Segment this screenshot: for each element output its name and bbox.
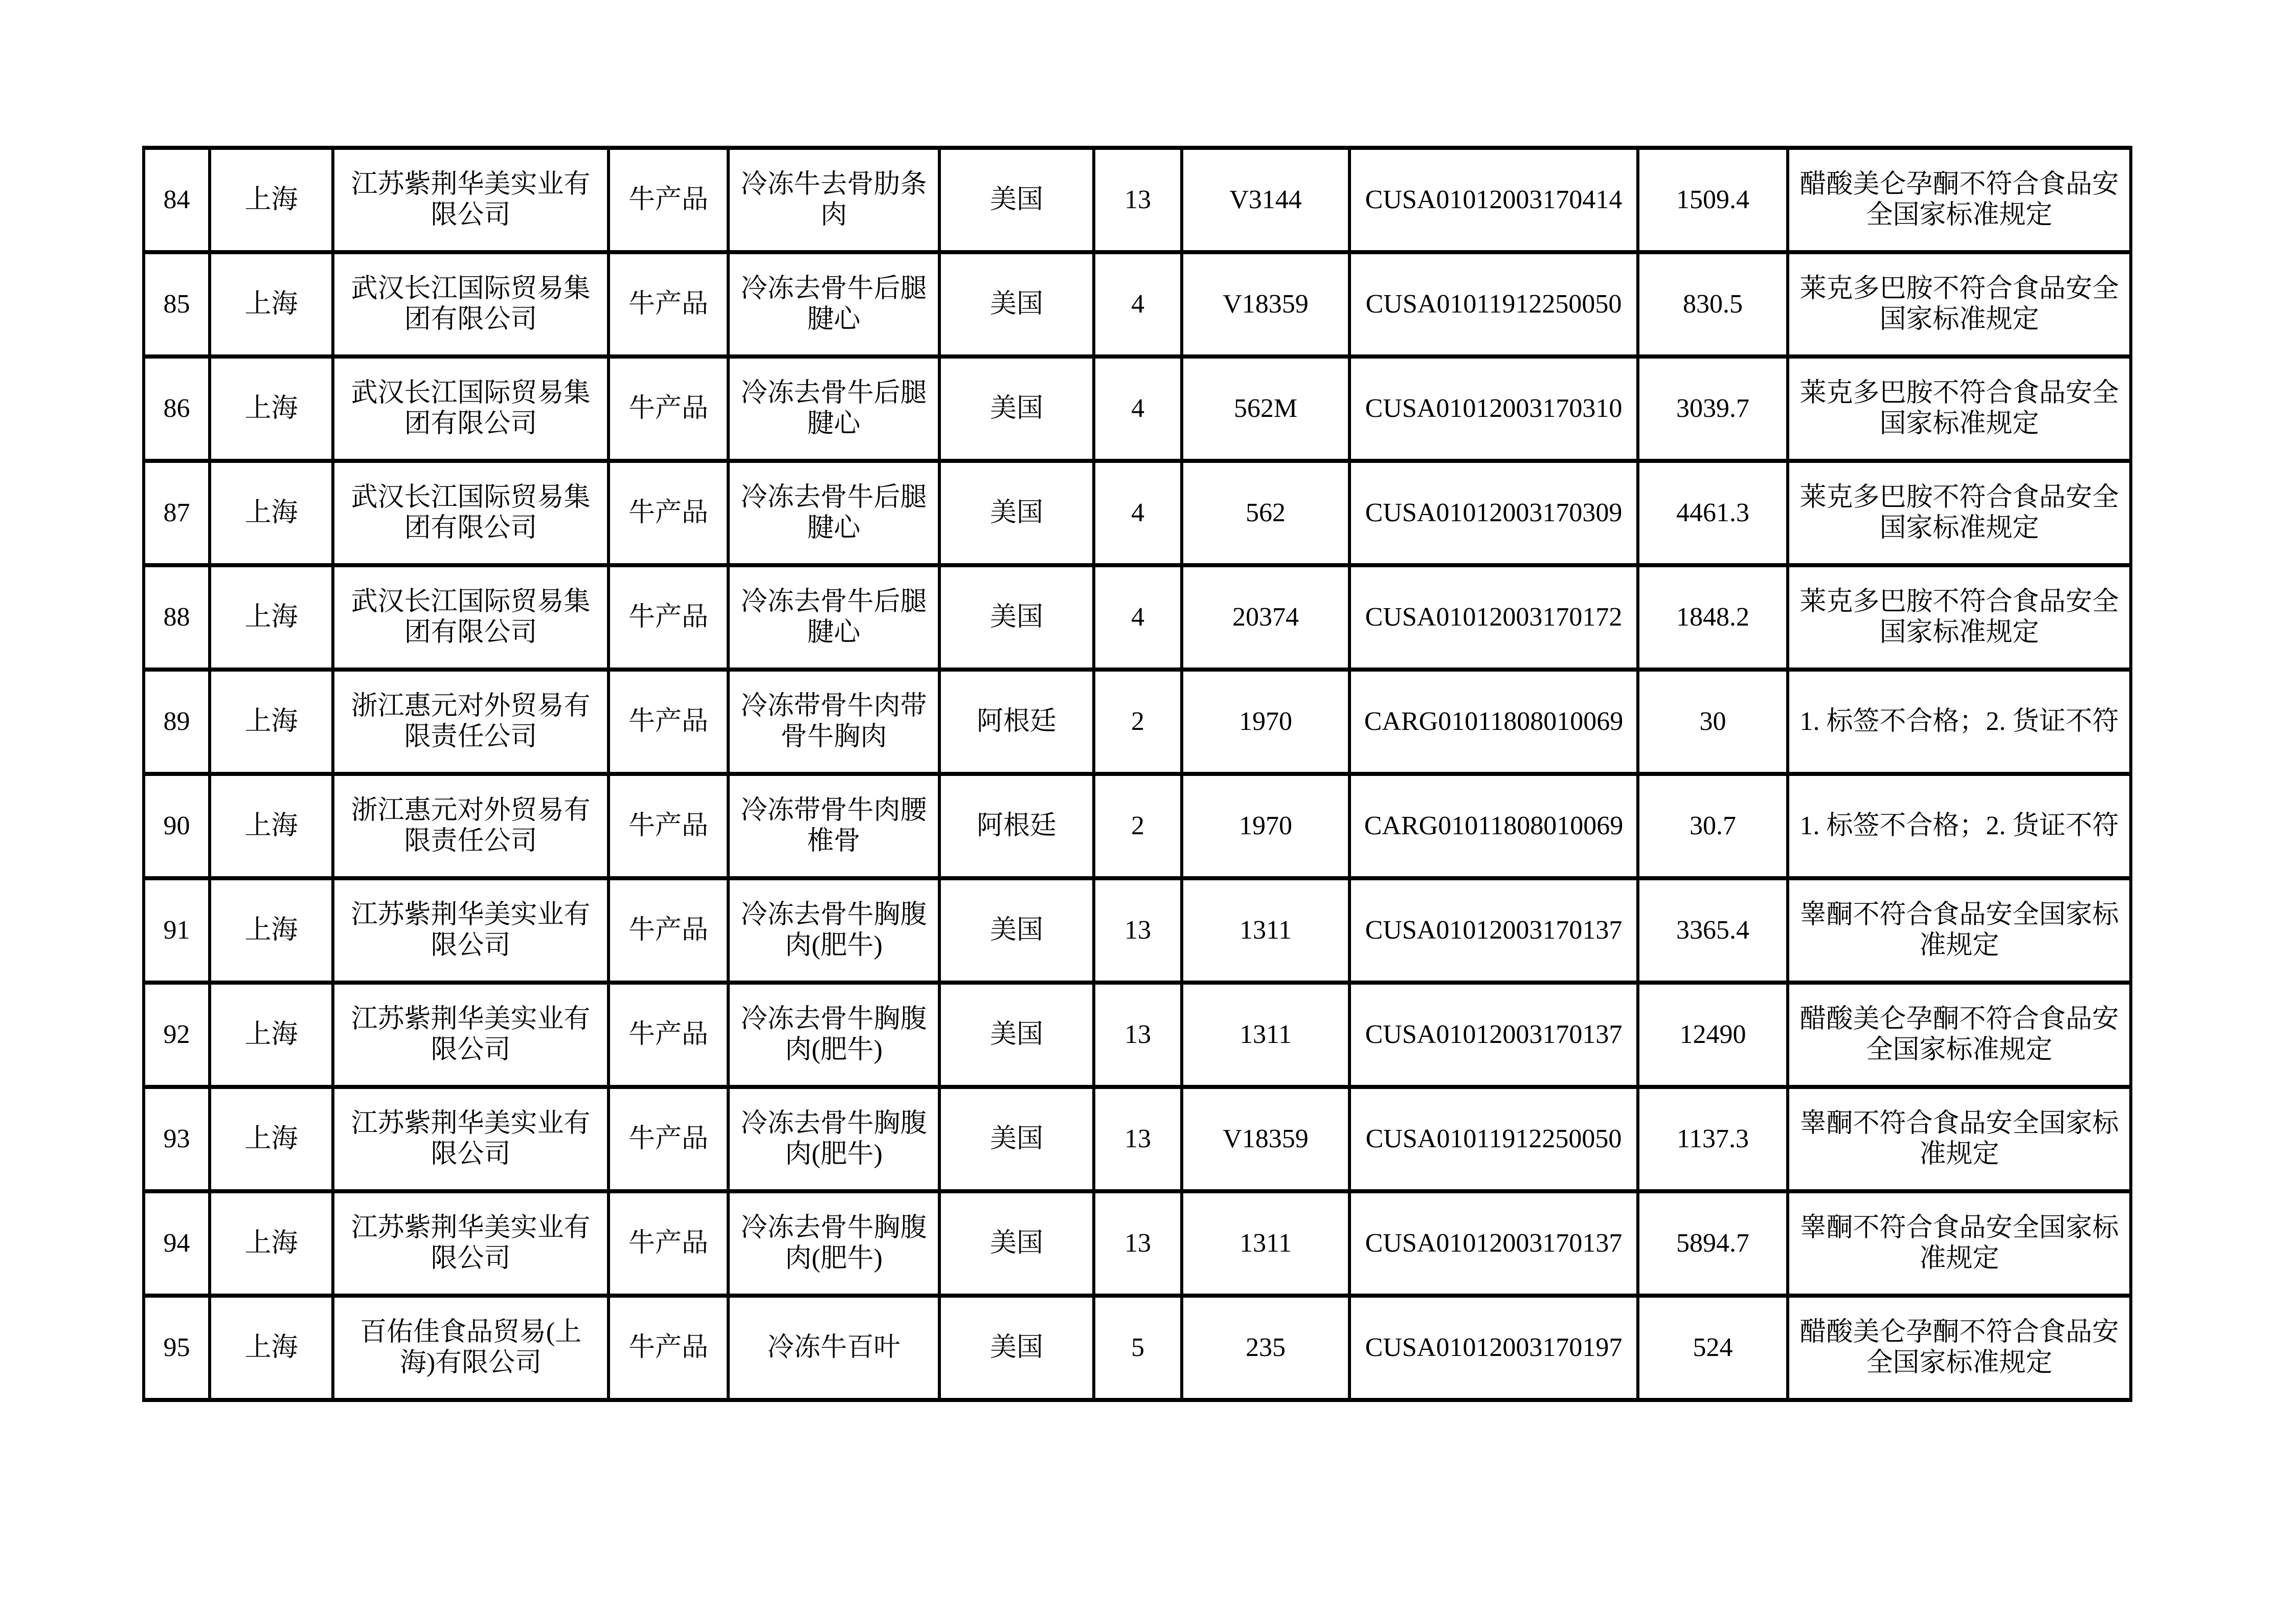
cell-code: 1311 bbox=[1182, 878, 1349, 983]
table-row bbox=[144, 565, 2131, 670]
cell-origin: 美国 bbox=[939, 878, 1094, 983]
cell-category: 牛产品 bbox=[609, 148, 728, 252]
cell-code: 1970 bbox=[1182, 670, 1349, 774]
cell-weight: 3365.4 bbox=[1638, 878, 1788, 983]
cell-batches: 13 bbox=[1094, 1191, 1182, 1296]
cell-company: 武汉长江国际贸易集团有限公司 bbox=[333, 461, 609, 565]
cell-city: 上海 bbox=[210, 774, 333, 878]
cell-reason: 睾酮不符合食品安全国家标准规定 bbox=[1788, 1191, 2131, 1296]
cell-code: 1311 bbox=[1182, 983, 1349, 1087]
cell-city: 上海 bbox=[210, 565, 333, 670]
cell-origin: 美国 bbox=[939, 1296, 1094, 1400]
table-row bbox=[144, 252, 2131, 357]
cell-company: 武汉长江国际贸易集团有限公司 bbox=[333, 357, 609, 461]
cell-cert: CUSA01012003170197 bbox=[1349, 1296, 1638, 1400]
cell-batches: 4 bbox=[1094, 461, 1182, 565]
table-row bbox=[144, 1087, 2131, 1191]
cell-code: 235 bbox=[1182, 1296, 1349, 1400]
cell-product: 冷冻牛去骨肋条肉 bbox=[728, 148, 939, 252]
cell-weight: 524 bbox=[1638, 1296, 1788, 1400]
cell-company: 武汉长江国际贸易集团有限公司 bbox=[333, 565, 609, 670]
cell-reason: 莱克多巴胺不符合食品安全国家标准规定 bbox=[1788, 252, 2131, 357]
cell-category: 牛产品 bbox=[609, 774, 728, 878]
cell-code: V18359 bbox=[1182, 252, 1349, 357]
cell-city: 上海 bbox=[210, 148, 333, 252]
cell-reason: 莱克多巴胺不符合食品安全国家标准规定 bbox=[1788, 565, 2131, 670]
cell-product: 冷冻带骨牛肉腰椎骨 bbox=[728, 774, 939, 878]
cell-batches: 4 bbox=[1094, 357, 1182, 461]
cell-cert: CUSA01012003170310 bbox=[1349, 357, 1638, 461]
cell-reason: 睾酮不符合食品安全国家标准规定 bbox=[1788, 878, 2131, 983]
cell-weight: 1509.4 bbox=[1638, 148, 1788, 252]
cell-company: 浙江惠元对外贸易有限责任公司 bbox=[333, 774, 609, 878]
cell-category: 牛产品 bbox=[609, 357, 728, 461]
cell-batches: 5 bbox=[1094, 1296, 1182, 1400]
cell-product: 冷冻去骨牛胸腹肉(肥牛) bbox=[728, 1087, 939, 1191]
cell-category: 牛产品 bbox=[609, 252, 728, 357]
cell-cert: CUSA01012003170137 bbox=[1349, 1191, 1638, 1296]
cell-product: 冷冻去骨牛后腿腱心 bbox=[728, 357, 939, 461]
cell-batches: 2 bbox=[1094, 774, 1182, 878]
cell-city: 上海 bbox=[210, 670, 333, 774]
cell-seq: 88 bbox=[144, 565, 210, 670]
cell-batches: 2 bbox=[1094, 670, 1182, 774]
cell-cert: CUSA01011912250050 bbox=[1349, 1087, 1638, 1191]
cell-city: 上海 bbox=[210, 1087, 333, 1191]
table-body bbox=[144, 148, 2131, 1400]
cell-weight: 5894.7 bbox=[1638, 1191, 1788, 1296]
cell-origin: 美国 bbox=[939, 1191, 1094, 1296]
cell-city: 上海 bbox=[210, 357, 333, 461]
cell-batches: 4 bbox=[1094, 252, 1182, 357]
table-row bbox=[144, 148, 2131, 252]
cell-company: 江苏紫荆华美实业有限公司 bbox=[333, 1087, 609, 1191]
cell-category: 牛产品 bbox=[609, 670, 728, 774]
cell-origin: 美国 bbox=[939, 983, 1094, 1087]
cell-city: 上海 bbox=[210, 1191, 333, 1296]
cell-weight: 30.7 bbox=[1638, 774, 1788, 878]
cell-city: 上海 bbox=[210, 983, 333, 1087]
cell-product: 冷冻去骨牛胸腹肉(肥牛) bbox=[728, 1191, 939, 1296]
cell-code: 562M bbox=[1182, 357, 1349, 461]
cell-category: 牛产品 bbox=[609, 1087, 728, 1191]
cell-code: V18359 bbox=[1182, 1087, 1349, 1191]
cell-origin: 美国 bbox=[939, 461, 1094, 565]
cell-product: 冷冻去骨牛后腿腱心 bbox=[728, 565, 939, 670]
cell-weight: 12490 bbox=[1638, 983, 1788, 1087]
cell-product: 冷冻带骨牛肉带骨牛胸肉 bbox=[728, 670, 939, 774]
cell-seq: 92 bbox=[144, 983, 210, 1087]
cell-seq: 90 bbox=[144, 774, 210, 878]
cell-cert: CARG01011808010069 bbox=[1349, 670, 1638, 774]
cell-reason: 醋酸美仑孕酮不符合食品安全国家标准规定 bbox=[1788, 1296, 2131, 1400]
cell-origin: 阿根廷 bbox=[939, 670, 1094, 774]
inspection-table bbox=[142, 146, 2132, 1402]
cell-company: 百佑佳食品贸易(上海)有限公司 bbox=[333, 1296, 609, 1400]
cell-weight: 30 bbox=[1638, 670, 1788, 774]
table-row bbox=[144, 461, 2131, 565]
cell-company: 江苏紫荆华美实业有限公司 bbox=[333, 148, 609, 252]
cell-origin: 阿根廷 bbox=[939, 774, 1094, 878]
cell-weight: 830.5 bbox=[1638, 252, 1788, 357]
cell-batches: 13 bbox=[1094, 878, 1182, 983]
cell-cert: CARG01011808010069 bbox=[1349, 774, 1638, 878]
cell-batches: 13 bbox=[1094, 983, 1182, 1087]
cell-city: 上海 bbox=[210, 878, 333, 983]
cell-code: 20374 bbox=[1182, 565, 1349, 670]
cell-cert: CUSA01012003170414 bbox=[1349, 148, 1638, 252]
table-row bbox=[144, 983, 2131, 1087]
cell-reason: 1. 标签不合格；2. 货证不符 bbox=[1788, 774, 2131, 878]
cell-reason: 莱克多巴胺不符合食品安全国家标准规定 bbox=[1788, 357, 2131, 461]
cell-origin: 美国 bbox=[939, 565, 1094, 670]
cell-batches: 4 bbox=[1094, 565, 1182, 670]
cell-category: 牛产品 bbox=[609, 565, 728, 670]
cell-cert: CUSA01012003170309 bbox=[1349, 461, 1638, 565]
cell-origin: 美国 bbox=[939, 148, 1094, 252]
cell-seq: 94 bbox=[144, 1191, 210, 1296]
cell-city: 上海 bbox=[210, 252, 333, 357]
cell-company: 江苏紫荆华美实业有限公司 bbox=[333, 1191, 609, 1296]
cell-category: 牛产品 bbox=[609, 983, 728, 1087]
cell-reason: 1. 标签不合格；2. 货证不符 bbox=[1788, 670, 2131, 774]
cell-weight: 4461.3 bbox=[1638, 461, 1788, 565]
cell-company: 浙江惠元对外贸易有限责任公司 bbox=[333, 670, 609, 774]
cell-category: 牛产品 bbox=[609, 1191, 728, 1296]
cell-seq: 93 bbox=[144, 1087, 210, 1191]
cell-product: 冷冻去骨牛后腿腱心 bbox=[728, 252, 939, 357]
cell-product: 冷冻去骨牛后腿腱心 bbox=[728, 461, 939, 565]
cell-product: 冷冻去骨牛胸腹肉(肥牛) bbox=[728, 983, 939, 1087]
cell-weight: 1848.2 bbox=[1638, 565, 1788, 670]
cell-product: 冷冻牛百叶 bbox=[728, 1296, 939, 1400]
cell-category: 牛产品 bbox=[609, 878, 728, 983]
cell-city: 上海 bbox=[210, 461, 333, 565]
cell-batches: 13 bbox=[1094, 1087, 1182, 1191]
cell-seq: 86 bbox=[144, 357, 210, 461]
table-row bbox=[144, 774, 2131, 878]
table-row bbox=[144, 357, 2131, 461]
cell-company: 江苏紫荆华美实业有限公司 bbox=[333, 983, 609, 1087]
cell-category: 牛产品 bbox=[609, 461, 728, 565]
cell-batches: 13 bbox=[1094, 148, 1182, 252]
table-row bbox=[144, 878, 2131, 983]
cell-origin: 美国 bbox=[939, 252, 1094, 357]
cell-seq: 84 bbox=[144, 148, 210, 252]
cell-seq: 85 bbox=[144, 252, 210, 357]
cell-origin: 美国 bbox=[939, 1087, 1094, 1191]
cell-seq: 87 bbox=[144, 461, 210, 565]
cell-seq: 95 bbox=[144, 1296, 210, 1400]
cell-weight: 1137.3 bbox=[1638, 1087, 1788, 1191]
table-row bbox=[144, 670, 2131, 774]
cell-code: 562 bbox=[1182, 461, 1349, 565]
cell-seq: 89 bbox=[144, 670, 210, 774]
cell-cert: CUSA01011912250050 bbox=[1349, 252, 1638, 357]
cell-company: 武汉长江国际贸易集团有限公司 bbox=[333, 252, 609, 357]
cell-reason: 醋酸美仑孕酮不符合食品安全国家标准规定 bbox=[1788, 983, 2131, 1087]
cell-origin: 美国 bbox=[939, 357, 1094, 461]
cell-company: 江苏紫荆华美实业有限公司 bbox=[333, 878, 609, 983]
cell-city: 上海 bbox=[210, 1296, 333, 1400]
table-row bbox=[144, 1191, 2131, 1296]
cell-reason: 醋酸美仑孕酮不符合食品安全国家标准规定 bbox=[1788, 148, 2131, 252]
cell-code: 1970 bbox=[1182, 774, 1349, 878]
table-row bbox=[144, 1296, 2131, 1400]
cell-product: 冷冻去骨牛胸腹肉(肥牛) bbox=[728, 878, 939, 983]
cell-weight: 3039.7 bbox=[1638, 357, 1788, 461]
cell-reason: 睾酮不符合食品安全国家标准规定 bbox=[1788, 1087, 2131, 1191]
cell-cert: CUSA01012003170172 bbox=[1349, 565, 1638, 670]
cell-cert: CUSA01012003170137 bbox=[1349, 983, 1638, 1087]
cell-category: 牛产品 bbox=[609, 1296, 728, 1400]
cell-code: 1311 bbox=[1182, 1191, 1349, 1296]
cell-seq: 91 bbox=[144, 878, 210, 983]
cell-reason: 莱克多巴胺不符合食品安全国家标准规定 bbox=[1788, 461, 2131, 565]
cell-cert: CUSA01012003170137 bbox=[1349, 878, 1638, 983]
cell-code: V3144 bbox=[1182, 148, 1349, 252]
